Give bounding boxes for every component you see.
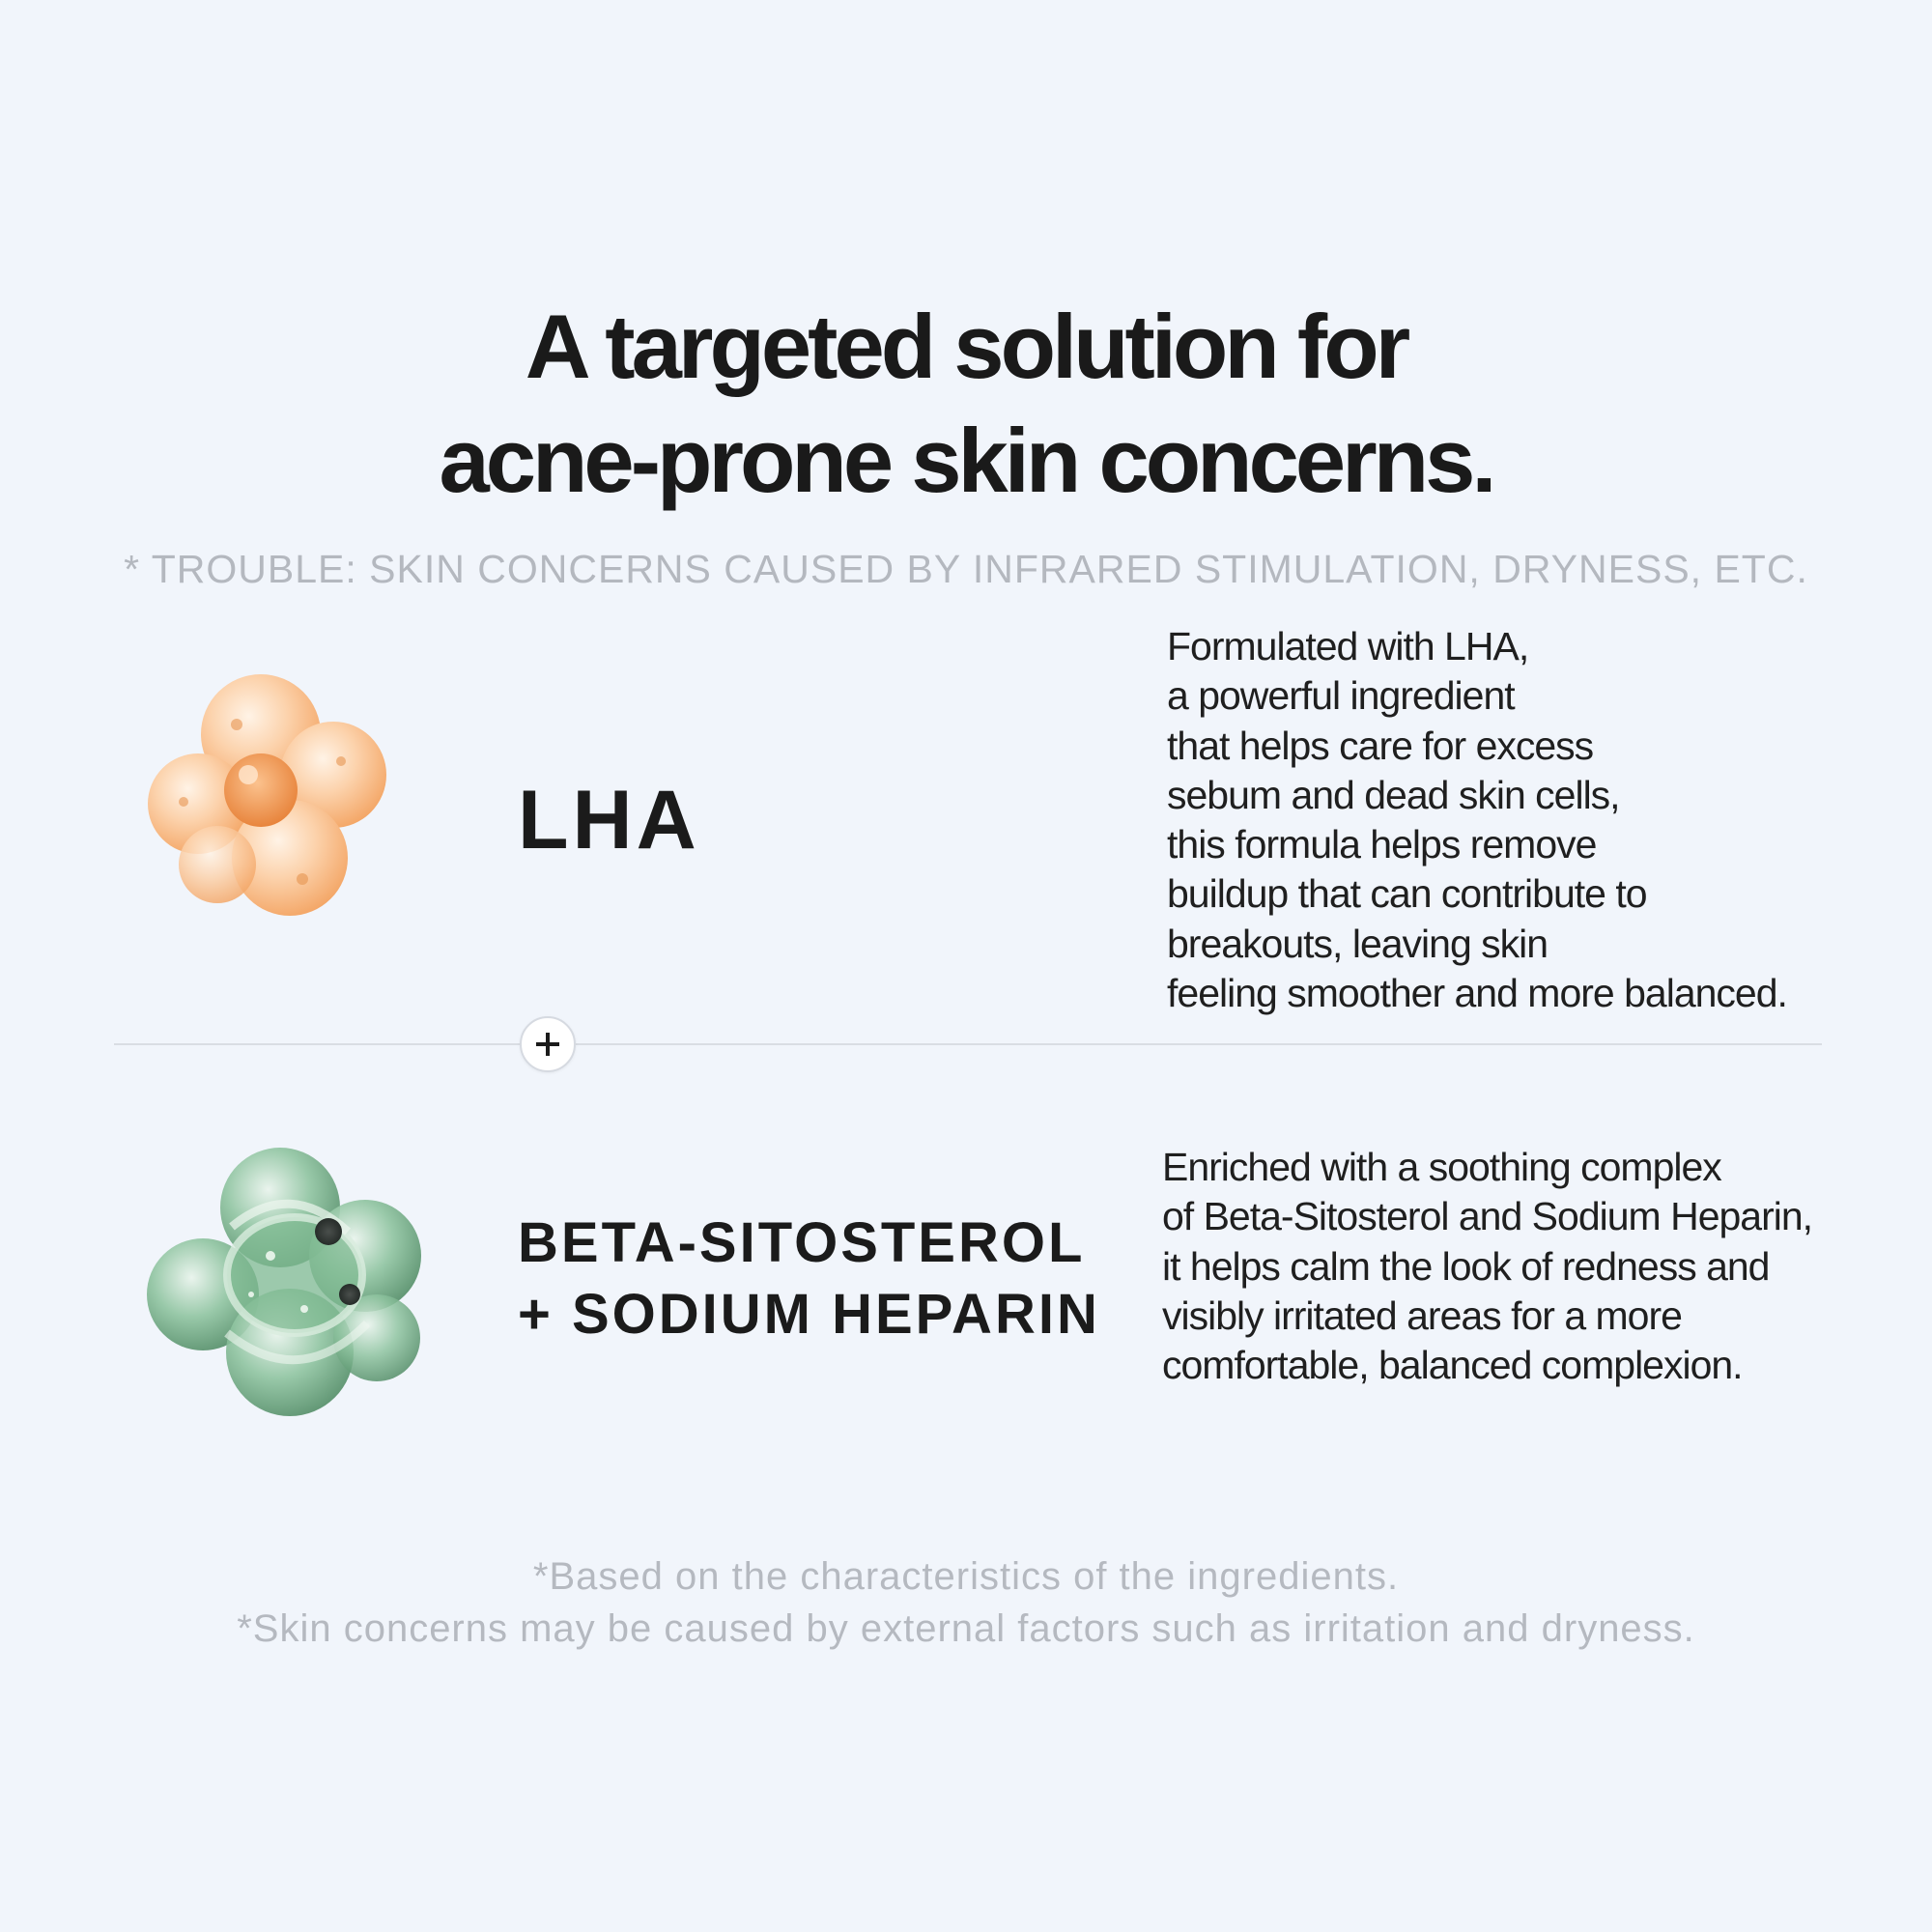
description-line: buildup that can contribute to — [1167, 871, 1647, 917]
page-title — [0, 290, 1932, 518]
description-line: this formula helps remove — [1167, 822, 1597, 867]
description-line: Formulated with LHA, — [1167, 624, 1529, 668]
description-line: sebum and dead skin cells, — [1167, 772, 1620, 817]
section-divider — [114, 1043, 1822, 1045]
headline-line-2: acne-prone skin concerns. — [439, 410, 1493, 511]
ingredient-description-beta-sitosterol — [1162, 1143, 1812, 1390]
description-line: comfortable, balanced complexion. — [1162, 1343, 1743, 1388]
description-line: breakouts, leaving skin — [1167, 921, 1548, 966]
description-line: visibly irritated areas for a more — [1162, 1293, 1682, 1338]
footnote: *Based on the characteristics of the ingredients. — [532, 1555, 1400, 1598]
plus-icon — [520, 1016, 576, 1072]
ingredient-name-line: + SODIUM HEPARIN — [518, 1283, 1100, 1346]
footnote: *Skin concerns may be caused by external factors such as irritation and dryness. — [237, 1607, 1695, 1650]
description-line: that helps care for excess — [1167, 723, 1594, 768]
green-molecule-icon — [135, 1140, 444, 1430]
orange-molecule-icon — [130, 667, 391, 927]
ingredient-name-line: BETA-SITOSTEROL — [518, 1211, 1086, 1274]
description-line: of Beta-Sitosterol and Sodium Heparin, — [1162, 1194, 1813, 1239]
description-line: Enriched with a soothing complex — [1162, 1145, 1721, 1189]
ingredient-name-lha: LHA — [518, 774, 700, 867]
ingredient-name-beta-sitosterol — [518, 1208, 1100, 1350]
ingredient-description-lha — [1167, 622, 1787, 1018]
description-line: it helps calm the look of redness and — [1162, 1243, 1770, 1289]
description-line: feeling smoother and more balanced. — [1167, 971, 1787, 1016]
headline-line-1: A targeted solution for — [525, 296, 1407, 397]
footnotes — [0, 1550, 1932, 1655]
trouble-note: * TROUBLE: SKIN CONCERNS CAUSED BY INFRARED STIMULATION, DRYNESS, ETC. — [124, 547, 1808, 591]
description-line: a powerful ingredient — [1167, 673, 1515, 719]
